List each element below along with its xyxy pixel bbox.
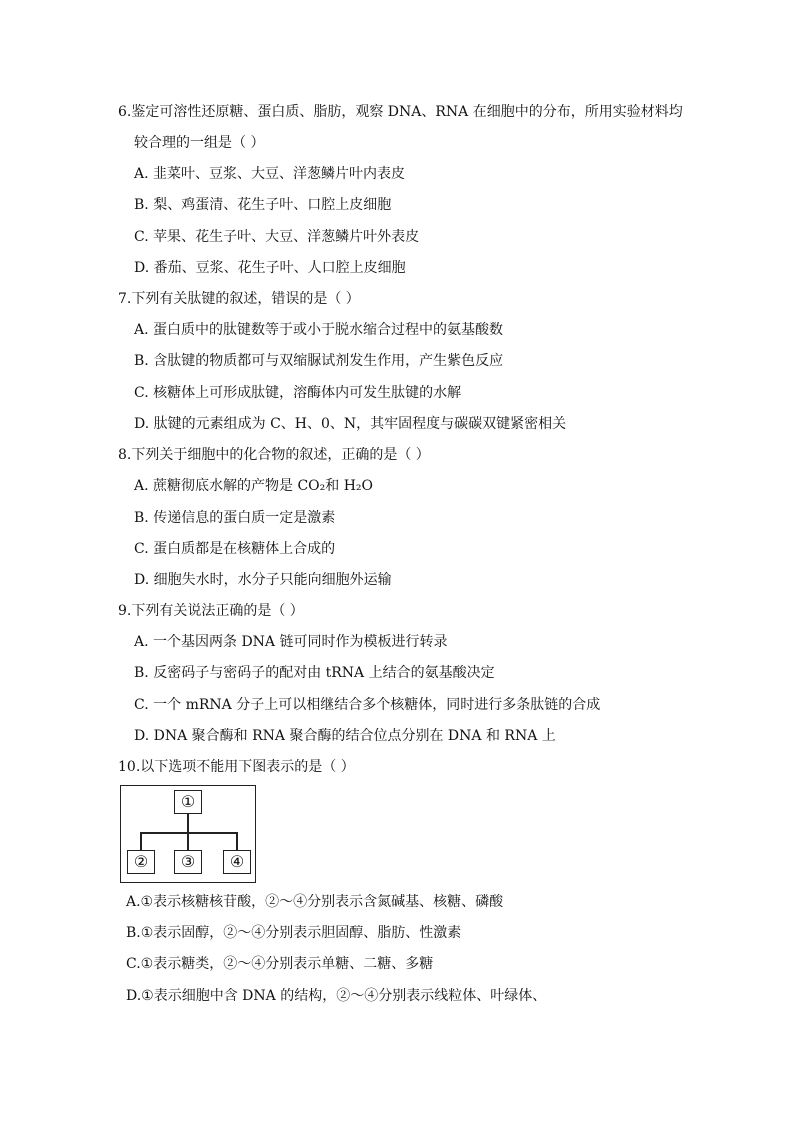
question-7-option-d: D. 肽键的元素组成为 C、H、0、N，其牢固程度与碳碳双键紧密相关 bbox=[134, 416, 567, 432]
question-8-stem: 8.下列关于细胞中的化合物的叙述，正确的是（ ） bbox=[118, 447, 430, 463]
diagram-connector-horizontal bbox=[140, 832, 237, 834]
question-9-option-c: C. 一个 mRNA 分子上可以相继结合多个核糖体，同时进行多条肽链的合成 bbox=[134, 697, 601, 713]
question-10-option-a: A.①表示核糖核苷酸，②～④分别表示含氮碱基、核糖、磷酸 bbox=[126, 894, 504, 910]
question-6-option-a: A. 韭菜叶、豆浆、大豆、洋葱鳞片叶内表皮 bbox=[134, 166, 406, 182]
question-7-option-a: A. 蛋白质中的肽键数等于或小于脱水缩合过程中的氨基酸数 bbox=[134, 322, 504, 338]
question-7-option-b: B. 含肽键的物质都可与双缩脲试剂发生作用，产生紫色反应 bbox=[134, 353, 504, 369]
question-9-option-a: A. 一个基因两条 DNA 链可同时作为模板进行转录 bbox=[134, 634, 448, 650]
diagram-box-left: ② bbox=[127, 850, 155, 874]
diagram-connector-right bbox=[236, 832, 238, 850]
question-10-option-b: B.①表示固醇，②～④分别表示胆固醇、脂肪、性激素 bbox=[126, 925, 462, 941]
diagram-connector-middle bbox=[187, 832, 189, 850]
question-10-option-c: C.①表示糖类，②～④分别表示单糖、二糖、多糖 bbox=[126, 956, 434, 972]
question-6-option-b: B. 梨、鸡蛋清、花生子叶、口腔上皮细胞 bbox=[134, 197, 392, 213]
question-8-option-c: C. 蛋白质都是在核糖体上合成的 bbox=[134, 541, 336, 557]
question-8-option-b: B. 传递信息的蛋白质一定是激素 bbox=[134, 510, 336, 526]
question-6-option-c: C. 苹果、花生子叶、大豆、洋葱鳞片叶外表皮 bbox=[134, 229, 420, 245]
diagram-box-right: ④ bbox=[223, 850, 251, 874]
question-6-option-d: D. 番茄、豆浆、花生子叶、人口腔上皮细胞 bbox=[134, 260, 406, 276]
question-9-option-b: B. 反密码子与密码子的配对由 tRNA 上结合的氨基酸决定 bbox=[134, 665, 495, 681]
question-7-stem: 7.下列有关肽键的叙述，错误的是（ ） bbox=[118, 291, 360, 307]
diagram-connector-left bbox=[140, 832, 142, 850]
question-8-option-d: D. 细胞失水时，水分子只能向细胞外运输 bbox=[134, 572, 392, 588]
diagram-connector-vertical bbox=[187, 814, 189, 832]
question-10-option-d: D.①表示细胞中含 DNA 的结构，②～④分别表示线粒体、叶绿体、 bbox=[126, 988, 547, 1004]
question-6-stem-continued: 较合理的一组是（ ） bbox=[134, 135, 265, 151]
question-9-option-d: D. DNA 聚合酶和 RNA 聚合酶的结合位点分别在 DNA 和 RNA 上 bbox=[134, 728, 556, 744]
diagram-box-top: ① bbox=[174, 790, 202, 814]
hierarchy-diagram bbox=[120, 785, 256, 883]
question-6-stem: 6.鉴定可溶性还原糖、蛋白质、脂肪，观察 DNA、RNA 在细胞中的分布，所用实验材料均 bbox=[118, 104, 683, 120]
diagram-box-middle: ③ bbox=[174, 850, 202, 874]
question-9-stem: 9.下列有关说法正确的是（ ） bbox=[118, 603, 304, 619]
question-7-option-c: C. 核糖体上可形成肽键，溶酶体内可发生肽键的水解 bbox=[134, 385, 462, 401]
question-8-option-a: A. 蔗糖彻底水解的产物是 CO₂和 H₂O bbox=[134, 478, 374, 494]
question-10-stem: 10.以下选项不能用下图表示的是（ ） bbox=[118, 759, 355, 775]
